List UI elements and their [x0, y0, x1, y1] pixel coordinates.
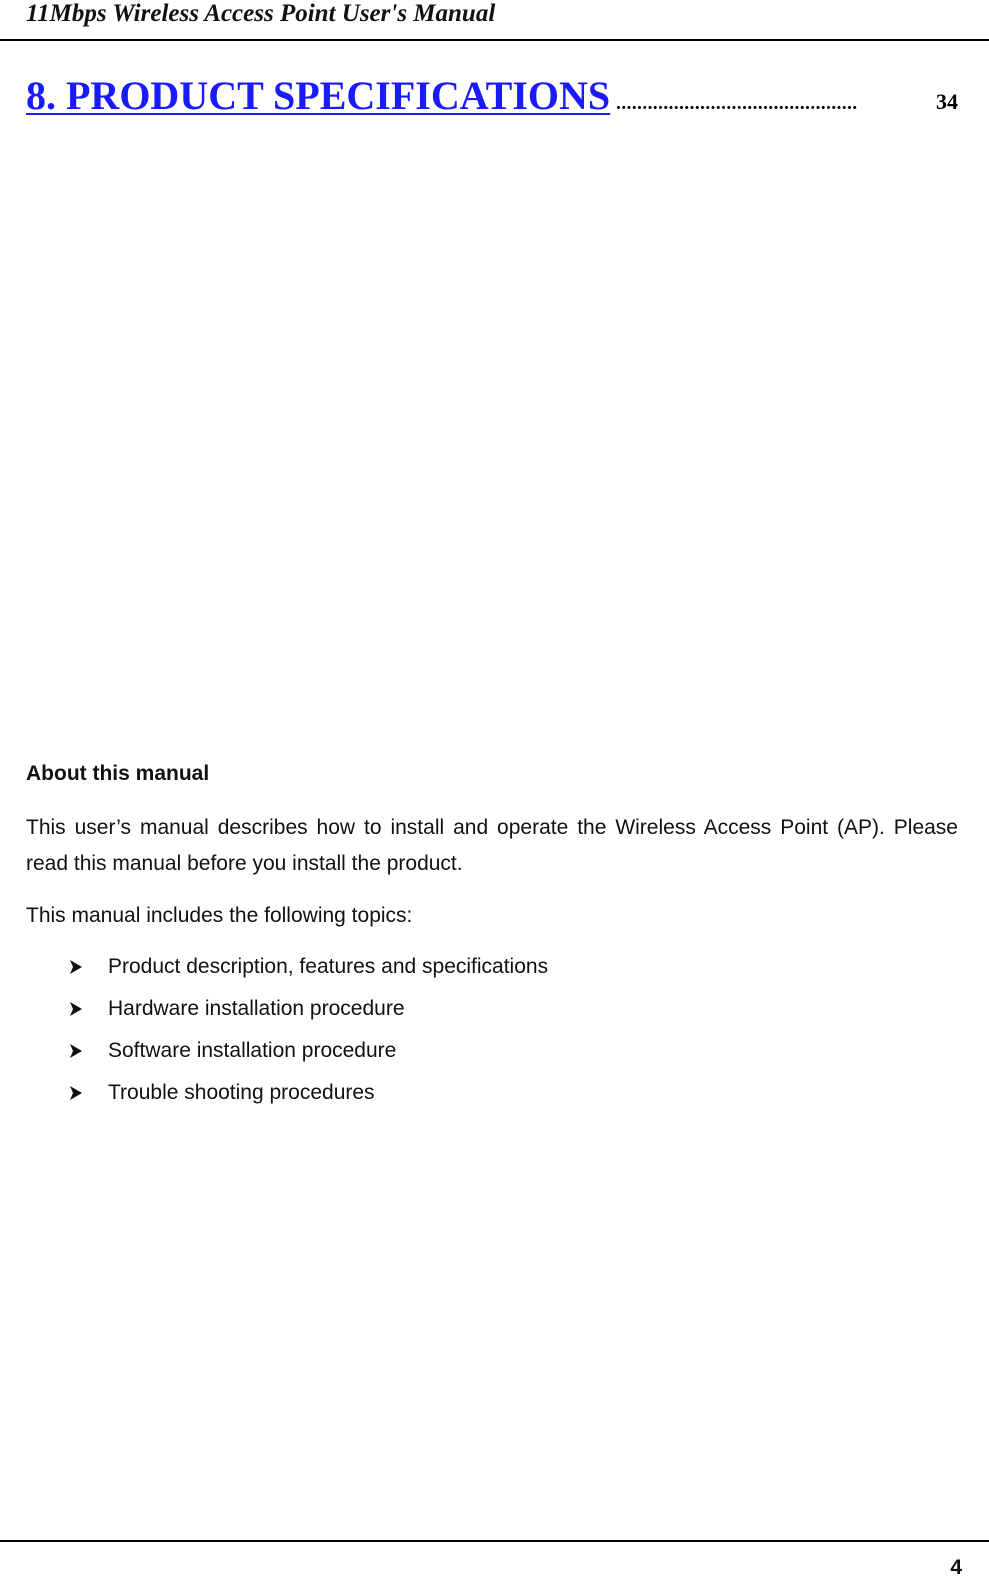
- list-item: [68, 1072, 548, 1114]
- arrow-bullet-icon: [68, 1085, 84, 1101]
- topic-list: [68, 946, 548, 1114]
- header-rule: [0, 39, 989, 41]
- page-number: 4: [950, 1556, 962, 1579]
- toc-entry: [26, 70, 958, 122]
- toc-page-number: 34: [936, 89, 958, 114]
- document-header-title: 11Mbps Wireless Access Point User's Manual: [26, 0, 496, 27]
- arrow-bullet-icon: [68, 959, 84, 975]
- toc-link-product-specifications[interactable]: 8. PRODUCT SPECIFICATIONS: [26, 73, 611, 118]
- list-item-text: Trouble shooting procedures: [108, 1081, 375, 1104]
- section-heading: About this manual: [26, 762, 210, 785]
- arrow-bullet-icon: [68, 1001, 84, 1017]
- intro-paragraph: This user’s manual describes how to install and operate the Wireless Access Point (AP). Please read this manual before you install the product.: [26, 816, 958, 875]
- list-item-text: Hardware installation procedure: [108, 997, 405, 1020]
- toc-leader-dots: ..............................................: [616, 93, 858, 114]
- list-item: [68, 988, 548, 1030]
- list-item: [68, 946, 548, 988]
- arrow-bullet-icon: [68, 1043, 84, 1059]
- topics-intro-paragraph: This manual includes the following topics:: [26, 904, 413, 927]
- list-item-text: Product description, features and specifications: [108, 955, 549, 978]
- list-item: [68, 1030, 548, 1072]
- footer-rule: [0, 1540, 989, 1542]
- list-item-text: Software installation procedure: [108, 1039, 397, 1062]
